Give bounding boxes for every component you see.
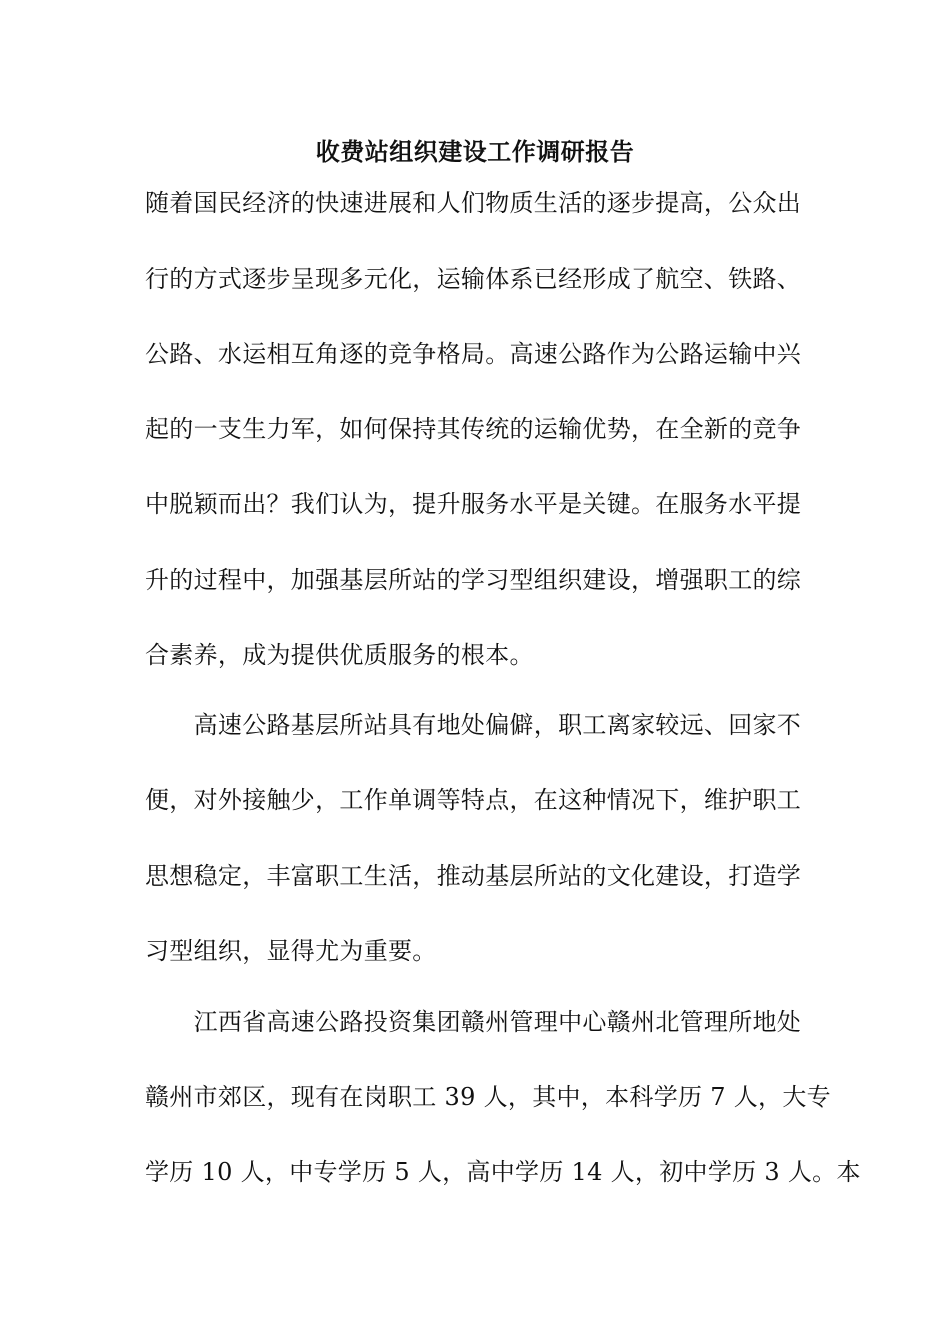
paragraph-line: 行的方式逐步呈现多元化，运输体系已经形成了航空、铁路、 (145, 265, 802, 293)
paragraph-line: 思想稳定，丰富职工生活，推动基层所站的文化建设，打造学 (145, 862, 802, 890)
paragraph-line: 公路、水运相互角逐的竞争格局。高速公路作为公路运输中兴 (145, 340, 802, 368)
paragraph-line: 升的过程中，加强基层所站的学习型组织建设，增强职工的综 (145, 566, 802, 594)
paragraph-line: 合素养，成为提供优质服务的根本。 (145, 641, 534, 669)
paragraph-line: 中脱颖而出？我们认为，提升服务水平是关键。在服务水平提 (145, 490, 802, 518)
document-title: 收费站组织建设工作调研报告 (315, 137, 635, 166)
paragraph-line: 江西省高速公路投资集团赣州管理中心赣州北管理所地处 (145, 1008, 802, 1036)
paragraph-line: 高速公路基层所站具有地处偏僻，职工离家较远、回家不 (145, 711, 802, 739)
paragraph-line: 便，对外接触少，工作单调等特点，在这种情况下，维护职工 (145, 786, 802, 814)
paragraph-line: 随着国民经济的快速进展和人们物质生活的逐步提高，公众出 (145, 189, 802, 217)
paragraph-line: 赣州市郊区，现有在岗职工 39 人，其中，本科学历 7 人，大专 (145, 1083, 831, 1111)
paragraph-line: 习型组织，显得尤为重要。 (145, 937, 437, 965)
paragraph-line: 起的一支生力军，如何保持其传统的运输优势，在全新的竞争 (145, 415, 802, 443)
paragraph-line: 学历 10 人，中专学历 5 人，高中学历 14 人，初中学历 3 人。本 (145, 1158, 861, 1186)
